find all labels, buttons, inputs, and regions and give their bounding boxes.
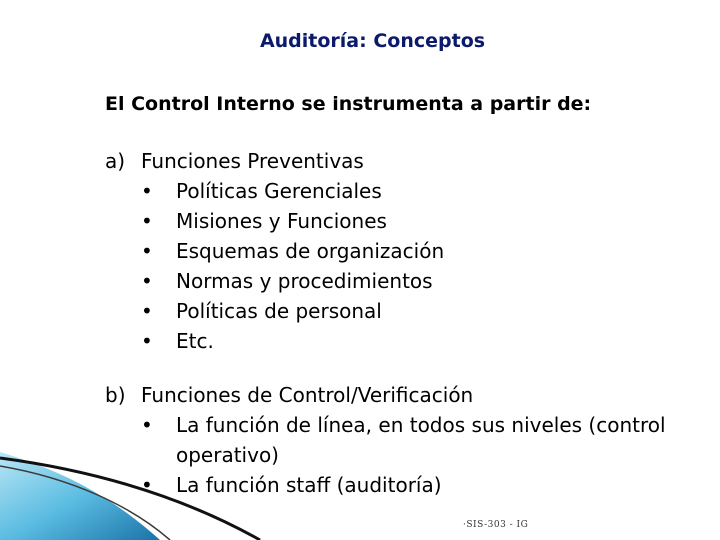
list-item-text: La función de línea, en todos sus niveles (control operativo): [176, 413, 666, 467]
list-item-text: Esquemas de organización: [176, 239, 445, 263]
list-item-text: Etc.: [176, 329, 214, 353]
section-b-list: [105, 410, 706, 500]
bullet-icon: •: [141, 269, 153, 293]
section-a-letter: a): [105, 149, 126, 173]
section-b-heading-text: Funciones de Control/Verificación: [141, 383, 474, 407]
list-item-text: Políticas de personal: [176, 299, 382, 323]
bullet-icon: •: [141, 179, 153, 203]
list-item: [105, 176, 444, 206]
list-item: [105, 206, 444, 236]
list-item-text: La función staff (auditoría): [176, 473, 442, 497]
footer-course-code: ·SIS-303 - IG: [463, 520, 529, 530]
slide-subtitle: El Control Interno se instrumenta a partir de:: [105, 93, 592, 115]
list-item-text: Políticas Gerenciales: [176, 179, 382, 203]
section-preventive-functions: [105, 146, 444, 356]
section-a-list: [105, 176, 444, 356]
section-a-heading: [105, 146, 444, 176]
list-item: [105, 470, 706, 500]
bullet-icon: •: [141, 299, 153, 323]
bullet-icon: •: [141, 239, 153, 263]
bullet-icon: •: [141, 329, 153, 353]
list-item: [105, 326, 444, 356]
section-control-functions: [105, 380, 706, 500]
list-item-text: Misiones y Funciones: [176, 209, 387, 233]
slide-title: Auditoría: Conceptos: [259, 30, 486, 52]
bullet-icon: •: [141, 473, 153, 497]
section-b-letter: b): [105, 383, 126, 407]
list-item: [105, 266, 444, 296]
bullet-icon: •: [141, 209, 153, 233]
section-b-heading: [105, 380, 706, 410]
section-a-heading-text: Funciones Preventivas: [141, 149, 364, 173]
bullet-icon: •: [141, 413, 153, 437]
list-item-text: Normas y procedimientos: [176, 269, 433, 293]
list-item: [105, 236, 444, 266]
list-item: [105, 410, 706, 470]
list-item: [105, 296, 444, 326]
